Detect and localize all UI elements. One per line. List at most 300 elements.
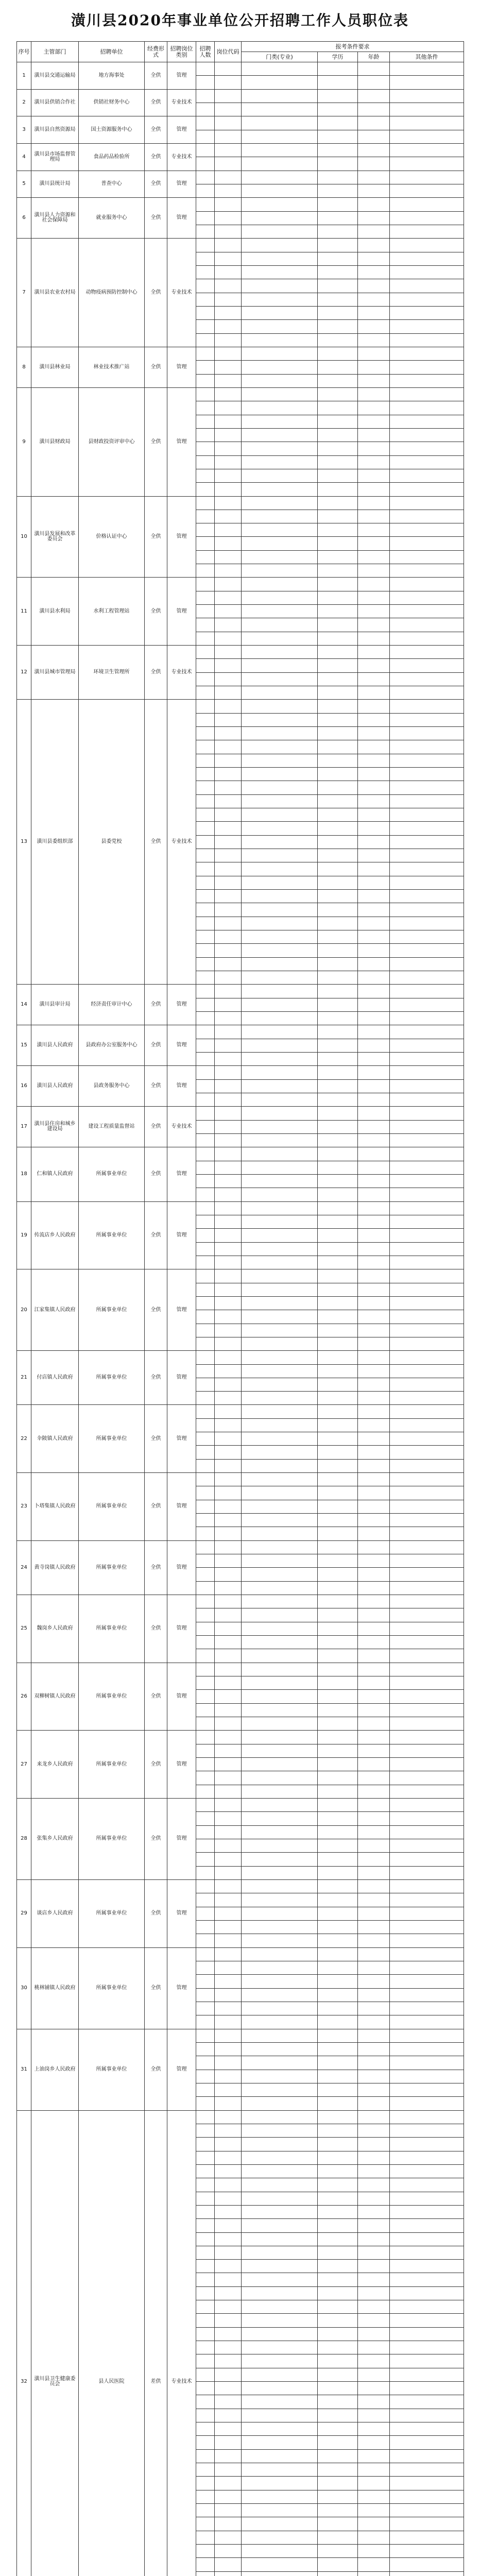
table-cell xyxy=(196,171,215,184)
table-cell xyxy=(318,1988,358,2002)
table-cell xyxy=(390,1893,464,1907)
table-cell xyxy=(215,523,242,537)
table-cell xyxy=(358,1446,390,1459)
cell-unit: 林业技术推广站 xyxy=(79,347,145,387)
table-cell xyxy=(390,727,464,740)
table-cell xyxy=(358,1825,390,1839)
table-cell xyxy=(358,1622,390,1635)
table-cell xyxy=(196,1636,215,1649)
table-cell xyxy=(318,1337,358,1350)
cell-funding: 全供 xyxy=(145,1595,167,1663)
table-cell xyxy=(358,2436,390,2449)
table-cell xyxy=(390,1052,464,1065)
cell-seq: 12 xyxy=(17,646,31,700)
table-row xyxy=(17,700,464,713)
table-cell xyxy=(215,1337,242,1350)
table-cell xyxy=(390,171,464,184)
cell-seq: 5 xyxy=(17,171,31,198)
table-cell xyxy=(390,2409,464,2422)
table-cell xyxy=(242,1215,318,1228)
table-cell xyxy=(196,2436,215,2449)
table-cell xyxy=(215,1893,242,1907)
table-cell xyxy=(318,1893,358,1907)
table-cell xyxy=(242,1161,318,1174)
table-cell xyxy=(242,1988,318,2002)
table-cell xyxy=(242,2368,318,2381)
table-row xyxy=(17,1947,464,1961)
table-cell xyxy=(196,1866,215,1879)
table-cell xyxy=(318,646,358,659)
table-cell xyxy=(358,930,390,944)
cell-funding: 全供 xyxy=(145,1663,167,1731)
table-cell xyxy=(242,1120,318,1133)
table-cell xyxy=(242,537,318,550)
table-cell xyxy=(215,130,242,143)
table-cell xyxy=(358,2029,390,2042)
table-cell xyxy=(196,1378,215,1391)
table-cell xyxy=(390,1392,464,1405)
cell-post-type: 管理 xyxy=(167,1351,196,1405)
table-cell xyxy=(196,1093,215,1106)
table-cell xyxy=(358,1324,390,1337)
table-cell xyxy=(318,2260,358,2273)
cell-dept: 潢川县统计局 xyxy=(31,171,79,198)
table-cell xyxy=(390,1473,464,1486)
table-cell xyxy=(358,1459,390,1472)
table-cell xyxy=(390,849,464,862)
table-cell xyxy=(242,1825,318,1839)
table-cell xyxy=(242,2273,318,2286)
table-cell xyxy=(215,2531,242,2544)
page-title: 潢川县2020年事业单位公开招聘工作人员职位表 xyxy=(71,12,409,29)
table-cell xyxy=(215,1459,242,1472)
table-cell xyxy=(390,455,464,469)
table-cell xyxy=(390,265,464,279)
table-cell xyxy=(196,2110,215,2124)
table-cell xyxy=(358,578,390,591)
table-cell xyxy=(196,2138,215,2151)
table-cell xyxy=(215,1581,242,1595)
table-cell xyxy=(196,564,215,578)
table-cell xyxy=(196,1418,215,1432)
table-cell xyxy=(242,1663,318,1676)
table-cell xyxy=(390,1324,464,1337)
table-row xyxy=(17,1540,464,1554)
table-cell xyxy=(242,618,318,632)
cell-unit: 经济责任审计中心 xyxy=(79,985,145,1025)
table-cell xyxy=(196,862,215,876)
table-cell xyxy=(196,1188,215,1201)
table-cell xyxy=(390,116,464,130)
table-cell xyxy=(215,1025,242,1039)
table-cell xyxy=(390,2070,464,2083)
table-cell xyxy=(196,306,215,319)
table-cell xyxy=(242,1568,318,1581)
table-cell xyxy=(196,930,215,944)
table-cell xyxy=(242,2449,318,2463)
cell-unit: 水利工程管理站 xyxy=(79,578,145,646)
table-cell xyxy=(242,2042,318,2056)
table-cell xyxy=(215,2070,242,2083)
table-cell xyxy=(358,2395,390,2409)
cell-unit: 所属事业单位 xyxy=(79,1540,145,1595)
table-cell xyxy=(242,2205,318,2218)
table-cell xyxy=(242,1432,318,1446)
table-cell xyxy=(215,1799,242,1812)
table-cell xyxy=(318,198,358,211)
table-cell xyxy=(196,1351,215,1364)
table-cell xyxy=(215,1907,242,1920)
table-cell xyxy=(358,890,390,903)
table-cell xyxy=(215,835,242,849)
table-cell xyxy=(318,374,358,387)
table-cell xyxy=(215,2246,242,2259)
cell-seq: 11 xyxy=(17,578,31,646)
table-cell xyxy=(390,2042,464,2056)
table-cell xyxy=(318,143,358,157)
cell-post-type: 管理 xyxy=(167,496,196,578)
table-cell xyxy=(215,428,242,442)
cell-post-type: 管理 xyxy=(167,116,196,144)
table-cell xyxy=(196,510,215,523)
cell-dept: 潢川县人民政府 xyxy=(31,1066,79,1107)
table-cell xyxy=(196,293,215,306)
table-cell xyxy=(358,1663,390,1676)
table-cell xyxy=(196,279,215,293)
table-cell xyxy=(318,1717,358,1731)
table-cell xyxy=(196,2517,215,2531)
table-cell xyxy=(318,971,358,984)
table-cell xyxy=(358,2124,390,2137)
table-cell xyxy=(215,293,242,306)
cell-funding: 全供 xyxy=(145,1201,167,1269)
table-cell xyxy=(390,2531,464,2544)
table-cell xyxy=(358,2070,390,2083)
table-cell xyxy=(390,2138,464,2151)
table-cell xyxy=(242,1595,318,1608)
cell-seq: 26 xyxy=(17,1663,31,1731)
table-cell xyxy=(318,2205,358,2218)
table-cell xyxy=(358,862,390,876)
table-cell xyxy=(196,781,215,794)
table-cell xyxy=(390,1093,464,1106)
table-cell xyxy=(215,1052,242,1065)
table-cell xyxy=(242,279,318,293)
table-cell xyxy=(196,1527,215,1540)
table-cell xyxy=(196,1947,215,1961)
table-cell xyxy=(318,1799,358,1812)
table-cell xyxy=(215,1201,242,1215)
table-cell xyxy=(390,971,464,984)
table-cell xyxy=(318,1147,358,1161)
table-cell xyxy=(242,605,318,618)
table-cell xyxy=(318,876,358,889)
table-cell xyxy=(242,646,318,659)
table-cell xyxy=(242,2477,318,2490)
table-cell xyxy=(215,903,242,917)
table-cell xyxy=(196,2219,215,2232)
table-row xyxy=(17,116,464,130)
table-cell xyxy=(196,1934,215,1947)
table-cell xyxy=(242,428,318,442)
table-cell xyxy=(358,1079,390,1093)
table-cell xyxy=(196,1161,215,1174)
table-cell xyxy=(242,225,318,238)
table-cell xyxy=(242,2097,318,2110)
table-cell xyxy=(318,2490,358,2503)
table-cell xyxy=(358,727,390,740)
table-cell xyxy=(215,1947,242,1961)
cell-unit: 县政府办公室服务中心 xyxy=(79,1025,145,1066)
table-cell xyxy=(242,672,318,686)
cell-funding: 全供 xyxy=(145,496,167,578)
table-cell xyxy=(358,1392,390,1405)
table-cell xyxy=(390,1608,464,1622)
table-cell xyxy=(242,890,318,903)
table-cell xyxy=(196,1405,215,1418)
table-cell xyxy=(242,1269,318,1283)
cell-funding: 全供 xyxy=(145,1947,167,2029)
table-cell xyxy=(318,1161,358,1174)
table-cell xyxy=(358,2110,390,2124)
cell-post-type: 专业技术 xyxy=(167,143,196,171)
table-cell xyxy=(242,632,318,645)
table-cell xyxy=(318,686,358,700)
table-cell xyxy=(358,1201,390,1215)
table-cell xyxy=(358,1147,390,1161)
table-cell xyxy=(390,1242,464,1256)
table-cell xyxy=(215,184,242,197)
cell-unit: 县政务服务中心 xyxy=(79,1066,145,1107)
table-cell xyxy=(242,89,318,103)
table-cell xyxy=(242,686,318,700)
table-cell xyxy=(318,2015,358,2029)
table-cell xyxy=(215,2056,242,2070)
table-cell xyxy=(318,1011,358,1025)
table-cell xyxy=(358,849,390,862)
table-cell xyxy=(318,1676,358,1690)
cell-unit: 所属事业单位 xyxy=(79,1595,145,1663)
table-cell xyxy=(242,1554,318,1568)
table-cell xyxy=(358,768,390,781)
table-cell xyxy=(215,1011,242,1025)
table-cell xyxy=(358,293,390,306)
table-cell xyxy=(318,442,358,455)
table-cell xyxy=(242,401,318,415)
header-post-type: 招聘岗位类别 xyxy=(167,42,196,62)
cell-unit: 地方海事处 xyxy=(79,62,145,90)
cell-seq: 8 xyxy=(17,347,31,387)
table-cell xyxy=(358,2571,390,2576)
table-cell xyxy=(215,2382,242,2395)
table-cell xyxy=(215,794,242,808)
table-cell xyxy=(215,76,242,89)
table-cell xyxy=(318,2286,358,2300)
table-cell xyxy=(358,1581,390,1595)
table-cell xyxy=(390,1011,464,1025)
table-cell xyxy=(358,1107,390,1120)
table-cell xyxy=(318,2042,358,2056)
table-cell xyxy=(242,76,318,89)
table-cell xyxy=(358,496,390,510)
table-cell xyxy=(242,659,318,672)
table-cell xyxy=(318,2164,358,2178)
table-cell xyxy=(215,1242,242,1256)
table-cell xyxy=(242,862,318,876)
table-cell xyxy=(358,333,390,347)
table-cell xyxy=(390,1310,464,1324)
table-row xyxy=(17,1663,464,1676)
table-cell xyxy=(215,211,242,225)
table-cell xyxy=(390,1161,464,1174)
table-cell xyxy=(242,306,318,319)
table-cell xyxy=(215,157,242,171)
table-cell xyxy=(196,1486,215,1500)
table-cell xyxy=(318,2341,358,2354)
table-cell xyxy=(318,1215,358,1228)
table-cell xyxy=(215,2002,242,2015)
table-cell xyxy=(196,2571,215,2576)
table-row xyxy=(17,198,464,211)
table-cell xyxy=(196,632,215,645)
table-cell xyxy=(390,808,464,822)
table-cell xyxy=(318,1595,358,1608)
table-cell xyxy=(242,903,318,917)
table-cell xyxy=(215,374,242,387)
table-cell xyxy=(215,1961,242,1974)
table-cell xyxy=(358,252,390,265)
table-cell xyxy=(358,455,390,469)
table-cell xyxy=(318,1771,358,1785)
table-cell xyxy=(215,2517,242,2531)
table-cell xyxy=(390,2219,464,2232)
table-cell xyxy=(318,62,358,76)
table-cell xyxy=(318,2124,358,2137)
table-cell xyxy=(318,2517,358,2531)
table-cell xyxy=(215,1622,242,1635)
table-cell xyxy=(390,2382,464,2395)
table-cell xyxy=(242,781,318,794)
table-cell xyxy=(318,1079,358,1093)
table-cell xyxy=(215,116,242,130)
cell-post-type: 专业技术 xyxy=(167,89,196,116)
table-cell xyxy=(390,2436,464,2449)
table-cell xyxy=(242,143,318,157)
table-cell xyxy=(318,1879,358,1893)
table-cell xyxy=(196,143,215,157)
table-cell xyxy=(358,2138,390,2151)
table-cell xyxy=(215,1188,242,1201)
table-cell xyxy=(196,2002,215,2015)
table-row xyxy=(17,985,464,998)
table-cell xyxy=(196,239,215,252)
table-cell xyxy=(215,1785,242,1798)
table-cell xyxy=(390,428,464,442)
table-cell xyxy=(318,103,358,116)
table-cell xyxy=(358,387,390,401)
table-cell xyxy=(242,333,318,347)
table-cell xyxy=(215,700,242,713)
table-cell xyxy=(390,1296,464,1310)
table-cell xyxy=(358,1337,390,1350)
table-cell xyxy=(318,1649,358,1663)
table-cell xyxy=(242,252,318,265)
table-cell xyxy=(196,333,215,347)
table-cell xyxy=(242,2056,318,2070)
table-cell xyxy=(215,1392,242,1405)
table-cell xyxy=(242,415,318,428)
table-cell xyxy=(196,1744,215,1757)
table-cell xyxy=(318,1581,358,1595)
table-cell xyxy=(196,2015,215,2029)
table-cell xyxy=(390,822,464,835)
table-cell xyxy=(390,76,464,89)
table-cell xyxy=(390,1283,464,1296)
table-cell xyxy=(242,822,318,835)
table-cell xyxy=(242,1622,318,1635)
header-seq: 序号 xyxy=(17,42,31,62)
table-cell xyxy=(390,1500,464,1513)
table-cell xyxy=(215,2477,242,2490)
table-cell xyxy=(242,2219,318,2232)
table-cell xyxy=(318,2029,358,2042)
table-cell xyxy=(215,713,242,726)
cell-funding: 全供 xyxy=(145,1066,167,1107)
table-cell xyxy=(196,2395,215,2409)
table-cell xyxy=(318,2531,358,2544)
table-row xyxy=(17,1879,464,1893)
table-cell xyxy=(196,2070,215,2083)
table-cell xyxy=(390,2449,464,2463)
cell-dept: 上油岗乡人民政府 xyxy=(31,2029,79,2110)
table-cell xyxy=(196,1907,215,1920)
table-cell xyxy=(215,2192,242,2205)
table-cell xyxy=(215,483,242,496)
table-row xyxy=(17,239,464,252)
table-cell xyxy=(318,1269,358,1283)
table-cell xyxy=(196,116,215,130)
table-row xyxy=(17,1147,464,1161)
table-cell xyxy=(390,1676,464,1690)
table-cell xyxy=(358,1540,390,1554)
table-cell xyxy=(358,2042,390,2056)
table-cell xyxy=(242,1188,318,1201)
table-cell xyxy=(215,1351,242,1364)
table-cell xyxy=(358,2409,390,2422)
table-cell xyxy=(196,2042,215,2056)
table-cell xyxy=(318,740,358,754)
table-cell xyxy=(318,2232,358,2246)
table-cell xyxy=(196,2192,215,2205)
table-cell xyxy=(215,578,242,591)
table-cell xyxy=(390,1540,464,1554)
table-cell xyxy=(390,1459,464,1472)
table-cell xyxy=(196,130,215,143)
table-cell xyxy=(390,1446,464,1459)
table-cell xyxy=(196,1649,215,1663)
table-cell xyxy=(215,659,242,672)
table-cell xyxy=(318,1961,358,1974)
cell-unit: 所属事业单位 xyxy=(79,1947,145,2029)
table-cell xyxy=(318,333,358,347)
table-row xyxy=(17,143,464,157)
table-cell xyxy=(390,2490,464,2503)
table-cell xyxy=(196,2232,215,2246)
cell-dept: 桃林铺镇人民政府 xyxy=(31,1947,79,2029)
table-cell xyxy=(390,2232,464,2246)
table-cell xyxy=(390,2205,464,2218)
table-cell xyxy=(215,822,242,835)
